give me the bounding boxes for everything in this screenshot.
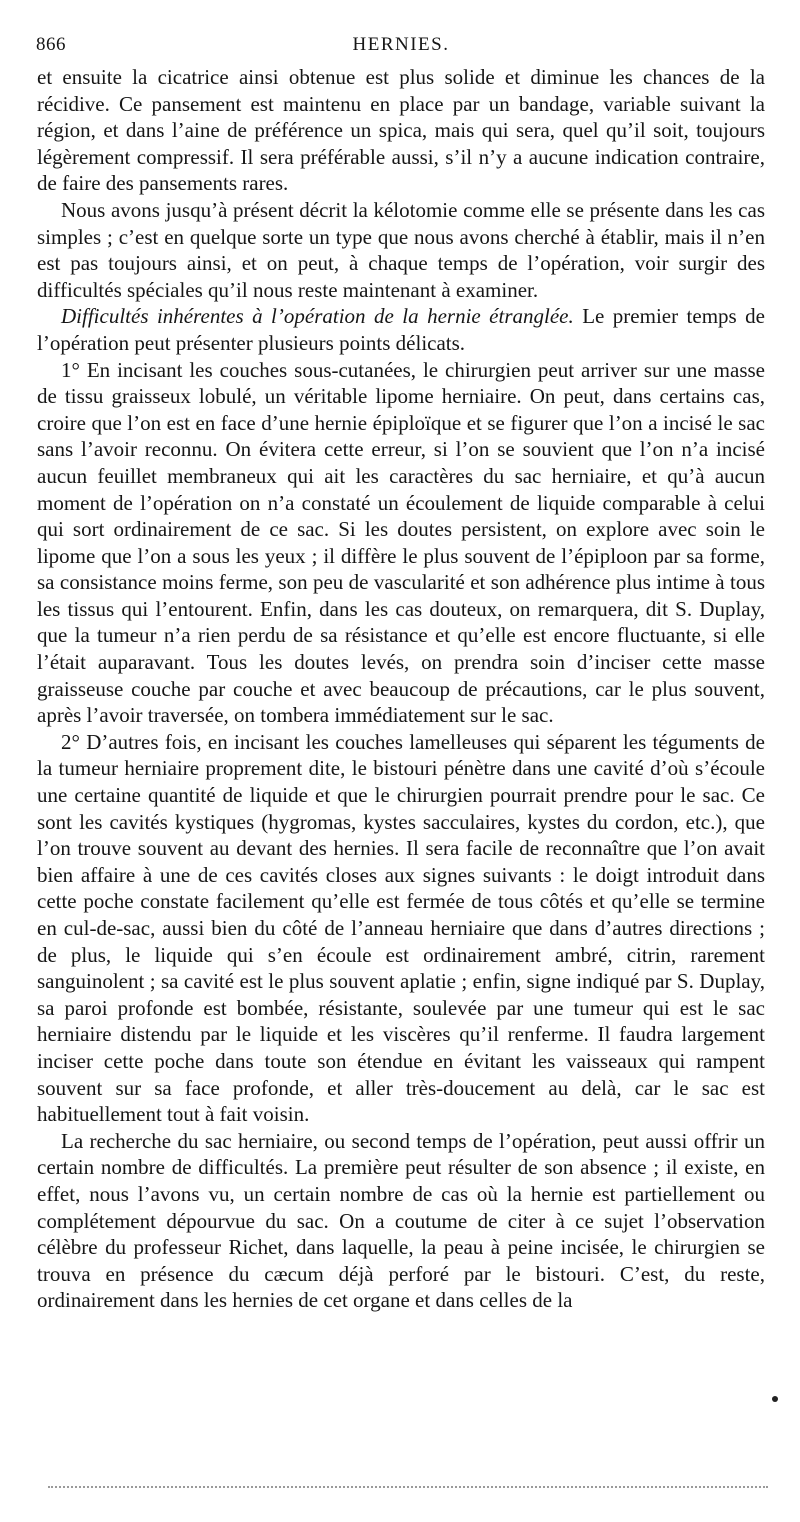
paragraph-continuation: et ensuite la cicatrice ainsi obtenue est plus solide et diminue les chances de la récidive. Ce pansement est maintenu en place par un bandage, variable suivant la région, et dans l’aine de préférence un spica, mais qui sera, quel qu’il soit, toujours légèrement compressif. Il sera préférable aussi, s’il n’y a aucune indication contraire, de faire des pansements rares. xyxy=(37,65,765,196)
margin-dot-mark xyxy=(772,1396,778,1402)
page-header xyxy=(36,24,766,64)
section-subheading: Difficultés inhérentes à l’opération de la hernie étranglée. xyxy=(61,304,574,329)
running-title: HERNIES. xyxy=(352,34,450,55)
page-number: 866 xyxy=(36,34,66,55)
body-text xyxy=(37,64,765,1314)
paragraph-recherche-sac: La recherche du sac herniaire, ou second temps de l’opération, peut aussi offrir un certain nombre de difficultés. La première peut résulter de son absence ; il existe, en effet, nous l’avons vu, un certain nombre de cas où la hernie est partiellement ou complétement dépourvue du sac. On a coutume de citer à ce sujet l’observation célèbre du professeur Richet, dans laquelle, la peau à peine incisée, le chirurgien se trouva en présence du cæcum déjà perforé par le bistouri. C’est, du reste, ordinairement dans les hernies de cet organe et dans celles de la xyxy=(37,1128,765,1313)
paragraph-point-2: 2° D’autres fois, en incisant les couches lamelleuses qui séparent les téguments de la tumeur herniaire proprement dite, le bistouri pénètre dans une cavité d’où s’écoule une certaine quantité de liquide et que le chirurgien pourrait prendre pour le sac. Ce sont les cavités kystiques (hygromas, kystes sacculaires, kystes du cordon, etc.), que l’on trouve souvent au devant des hernies. Il sera facile de reconnaître que l’on avait bien affaire à une de ces cavités closes aux signes suivants : le doigt introduit dans cette poche constate facilement qu’elle est fermée de tous côtés et qu’elle se termine en cul-de-sac, aussi bien du côté de l’anneau herniaire que dans d’autres directions ; de plus, le liquide qui s’en écoule est ordinairement ambré, citrin, rarement sanguinolent ; sa cavité est le plus souvent aplatie ; enfin, signe indiqué par S. Duplay, sa paroi profonde est bombée, résistante, soulevée par une tumeur qui est le sac herniaire distendu par le liquide et les viscères qu’il renferme. Il faudra largement inciser cette poche dans toute son étendue en évitant les vaisseaux qui rampent souvent sur sa face profonde, et aller très-doucement au delà, car le sac est habituellement tout à fait voisin. xyxy=(37,729,765,1127)
paragraph-difficultes-text: Le premier temps de l’opération peut présenter plusieurs points délicats. xyxy=(37,304,765,355)
paragraph-kelotomie: Nous avons jusqu’à présent décrit la kélotomie comme elle se présente dans les cas simples ; c’est en quelque sorte un type que nous avons cherché à établir, mais il n’en est pas toujours ainsi, et on peut, à chaque temps de l’opération, voir surgir des difficultés spéciales qu’il nous reste maintenant à examiner. xyxy=(37,197,765,302)
bottom-dotted-rule xyxy=(48,1486,768,1488)
paragraph-point-1: 1° En incisant les couches sous-cutanées, le chirurgien peut arriver sur une masse de tissu graisseux lobulé, un véritable lipome herniaire. On peut, dans certains cas, croire que l’on est en face d’une hernie épiploïque et se figurer que l’on a incisé le sac sans l’avoir reconnu. On évitera cette erreur, si l’on se souvient que l’on n’a incisé aucun feuillet membraneux qui ait les caractères du sac herniaire, et qu’à aucun moment de l’opération on n’a constaté un écoulement de liquide comparable à celui qui sort ordinairement de ce sac. Si les doutes persistent, on explore avec soin le lipome que l’on a sous les yeux ; il diffère le plus souvent de l’épiploon par sa forme, sa consistance moins ferme, son peu de vascularité et son adhérence plus intime à tous les tissus qui l’entourent. Enfin, dans les cas douteux, on remarquera, dit S. Duplay, que la tumeur n’a rien perdu de sa résistance et qu’elle est encore fluctuante, si elle l’était auparavant. Tous les doutes levés, on prendra soin d’inciser cette masse graisseuse couche par couche et avec beaucoup de précautions, car le plus souvent, après l’avoir traversée, on tombera immédiatement sur le sac. xyxy=(37,357,765,728)
paragraph-difficultes xyxy=(37,303,765,356)
